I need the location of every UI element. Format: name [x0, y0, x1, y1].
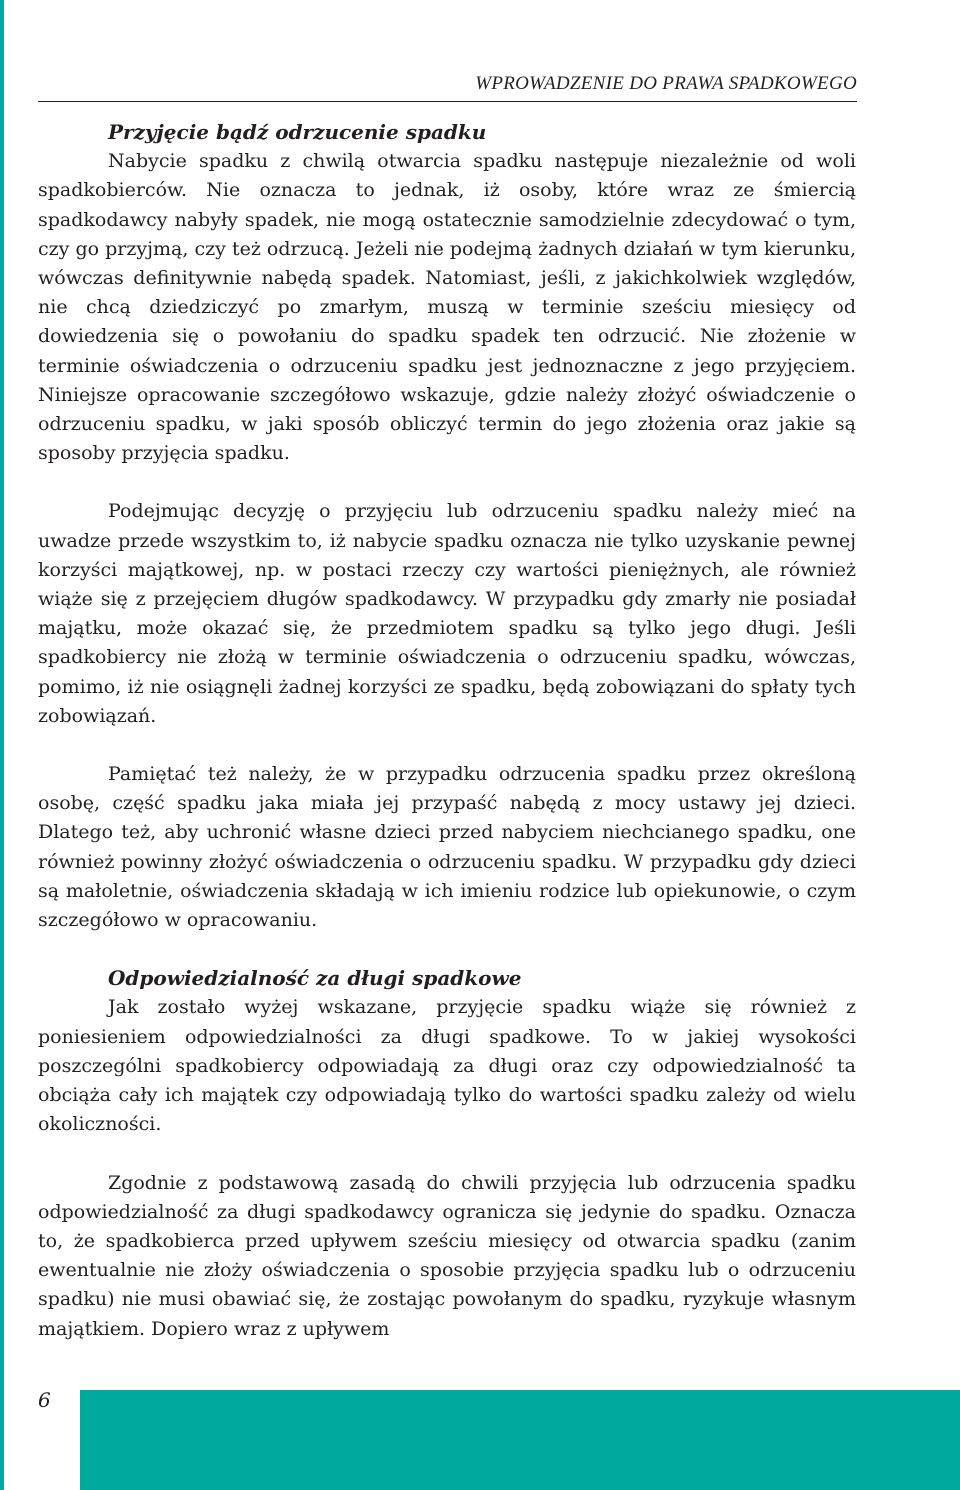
page-body: [38, 118, 856, 1344]
paragraph: Nabycie spadku z chwilą otwarcia spadku następuje niezależnie od woli spadkobierców. Nie oznacza to jednak, iż osoby, które wraz ze śmiercią spadkodawcy nabyły spadek, nie mogą ostatecznie samodzielnie zdecydować o tym, czy go przyjmą, czy też odrzucą. Jeżeli nie podejmą żadnych działań w tym kierunku, wówczas definitywnie nabędą spadek. Natomiast, jeśli, z jakichkolwiek względów, nie chcą dziedziczyć po zmarłym, muszą w terminie sześciu miesięcy od dowiedzenia się o powołaniu do spadku spadek ten odrzucić. Nie złożenie w terminie oświadczenia o odrzuceniu spadku jest jednoznaczne z jego przyjęciem. Niniejsze opracowanie szczegółowo wskazuje, gdzie należy złożyć oświadczenie o odrzuceniu spadku, w jaki sposób obliczyć termin do jego złożenia oraz jakie są sposoby przyjęcia spadku.: [38, 150, 856, 465]
section-heading-liability: Odpowiedzialność za długi spadkowe: [108, 966, 522, 991]
paragraph: Podejmując decyzję o przyjęciu lub odrzuceniu spadku należy mieć na uwadze przede wszystkim to, iż nabycie spadku oznacza nie tylko uzyskanie pewnej korzyści majątkowej, np. w postaci rzeczy czy wartości pieniężnych, ale również wiąże się z przejęciem długów spadkodawcy. W przypadku gdy zmarły nie posiadał majątku, może okazać się, że przedmiotem spadku są tylko jego długi. Jeśli spadkobiercy nie złożą w terminie oświadczenia o odrzuceniu spadku, wówczas, pomimo, iż nie osiągnęli żadnej korzyści ze spadku, będą zobowiązani do spłaty tych zobowiązań.: [38, 500, 856, 727]
left-edge-accent-bar: [0, 0, 4, 1490]
header-divider: [38, 101, 857, 102]
paragraph: Jak zostało wyżej wskazane, przyjęcie spadku wiąże się również z poniesieniem odpowiedzialności za długi spadkowe. To w jakiej wysokości poszczególni spadkobiercy odpowiadają za długi oraz czy odpowiedzialność ta obciąża cały ich majątek czy odpowiadają tylko do wartości spadku zależy od wielu okoliczności.: [38, 996, 856, 1136]
footer-accent-band: [80, 1390, 960, 1490]
section-heading-acceptance: Przyjęcie bądź odrzucenie spadku: [108, 120, 487, 144]
paragraph: Zgodnie z podstawową zasadą do chwili przyjęcia lub odrzucenia spadku odpowiedzialność za długi spadkodawcy ogranicza się jedynie do spadku. Oznacza to, że spadkobierca przed upływem sześciu miesięcy od otwarcia spadku (zanim ewentualnie nie złoży oświadczenia o sposobie przyjęcia spadku lub o odrzuceniu spadku) nie musi obawiać się, że zostając powołanym do spadku, ryzykuje własnym majątkiem. Dopiero wraz z upływem: [38, 1171, 856, 1340]
page-number: 6: [38, 1388, 51, 1412]
paragraph: Pamiętać też należy, że w przypadku odrzucenia spadku przez określoną osobę, część spadku jaka miała jej przypaść nabędą z mocy ustawy jej dzieci. Dlatego też, aby uchronić własne dzieci przed nabyciem niechcianego spadku, one również powinny złożyć oświadczenia o odrzuceniu spadku. W przypadku gdy dzieci są małoletnie, oświadczenia składają w ich imieniu rodzice lub opiekunowie, o czym szczegółowo w opracowaniu.: [38, 763, 856, 932]
running-header-title: WPROWADZENIE DO PRAWA SPADKOWEGO: [475, 73, 857, 94]
